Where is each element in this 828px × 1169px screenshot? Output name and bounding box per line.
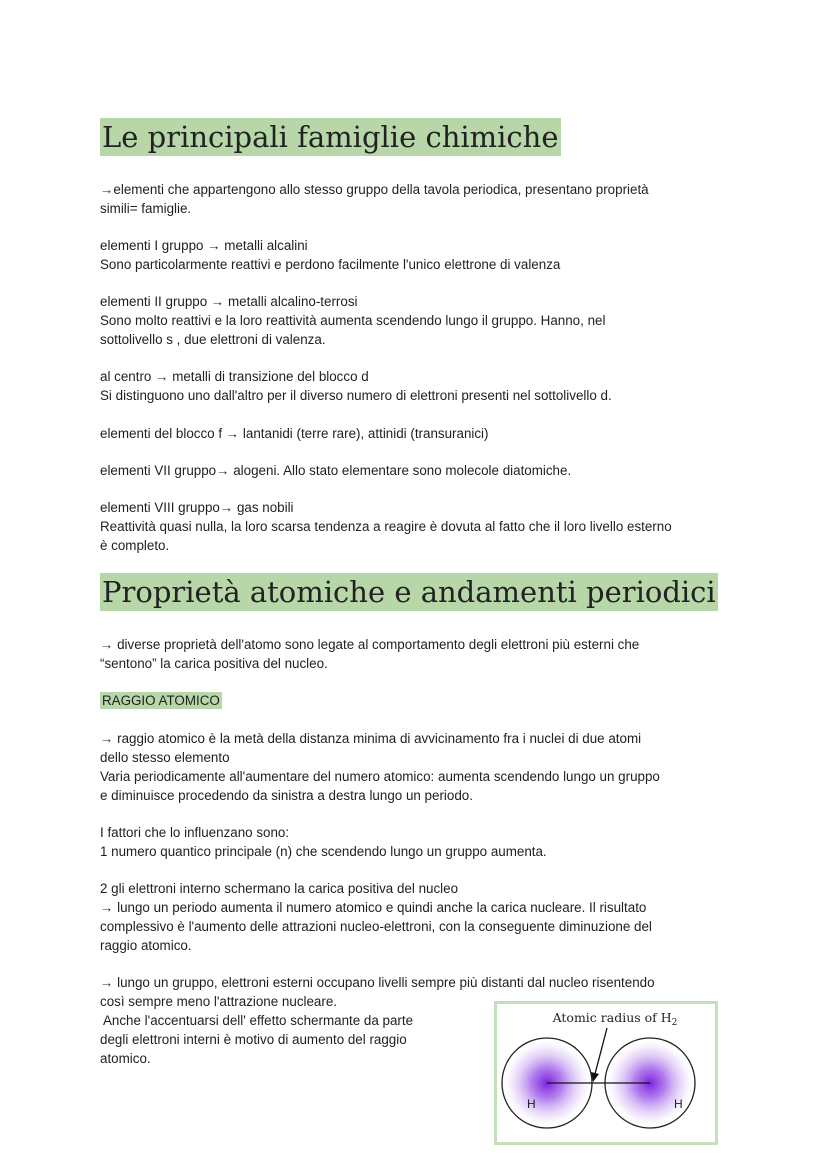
factor-2: 2 gli elettroni interno schermano la carica positiva del nucleo [100, 881, 459, 896]
text-line: simili= famiglie. [100, 201, 192, 216]
atom-label-right: H [674, 1097, 683, 1111]
text-line: Varia periodicamente all'aumentare del numero atomico: aumenta scendendo lungo un gruppo [100, 769, 660, 784]
group1-heading: elementi I gruppo → metalli alcalini [100, 238, 308, 253]
atomic-radius-subheading: RAGGIO ATOMICO [102, 693, 220, 708]
group8-heading: elementi VIII gruppo→ gas nobili [100, 500, 294, 515]
text-line: degli elettroni interni è motivo di aumento del raggio [100, 1032, 407, 1047]
shielding-block [100, 1011, 470, 1068]
text-line: raggio atomico. [100, 938, 192, 953]
families-intro [100, 180, 730, 218]
text-line: → raggio atomico è la metà della distanza minima di avvicinamento fra i nuclei di due atomi [100, 731, 642, 746]
text-line: complessivo è l'aumento delle attrazioni nucleo-elettroni, con la conseguente diminuzione del [100, 919, 652, 934]
atomic-radius-subheading-row [100, 691, 730, 710]
text-line: → lungo un periodo aumenta il numero atomico e quindi anche la carica nucleare. Il risultato [100, 900, 647, 915]
text-line: Sono molto reattivi e la loro reattività aumenta scendendo lungo il gruppo. Hanno, nel [100, 313, 606, 328]
figure-caption: Atomic radius of $H_2$ [552, 1010, 678, 1028]
group8-block [100, 498, 730, 555]
text-line: è completo. [100, 538, 170, 553]
text-line: così sempre meno l'attrazione nucleare. [100, 994, 338, 1009]
group1-description: Sono particolarmente reattivi e perdono facilmente l'unico elettrone di valenza [100, 257, 561, 272]
text-line: “sentono” la carica positiva del nucleo. [100, 656, 328, 671]
group2-block [100, 292, 730, 349]
group2-heading: elementi II gruppo → metalli alcalino-terrosi [100, 294, 358, 309]
text-line: →elementi che appartengono allo stesso gruppo della tavola periodica, presentano proprietà [100, 182, 649, 197]
text-line: Anche l'accentuarsi dell' effetto schermante da parte [100, 1013, 414, 1028]
factor-1: 1 numero quantico principale (n) che scendendo lungo un gruppo aumenta. [100, 844, 547, 859]
properties-intro [100, 635, 730, 673]
transition-heading: al centro → metalli di transizione del blocco d [100, 369, 369, 384]
atomic-radius-figure [494, 1001, 718, 1145]
atom-label-left: H [527, 1097, 536, 1111]
group7-line: elementi VII gruppo→ alogeni. Allo stato elementare sono molecole diatomiche. [100, 463, 572, 478]
section-title-families: Le principali famiglie chimiche [102, 120, 559, 154]
text-line: Reattività quasi nulla, la loro scarsa tendenza a reagire è dovuta al fatto che il loro livello esterno [100, 519, 672, 534]
text-line: dello stesso elemento [100, 750, 230, 765]
h2-molecule-diagram [497, 1004, 715, 1142]
text-line: → diverse proprietà dell'atomo sono legate al comportamento degli elettroni più esterni che [100, 637, 640, 652]
factors-heading: I fattori che lo influenzano sono: [100, 825, 290, 840]
atomic-radius-definition [100, 729, 730, 805]
text-line: e diminuisce procedendo da sinistra a destra lungo un periodo. [100, 788, 473, 803]
text-line: → lungo un gruppo, elettroni esterni occupano livelli sempre più distanti dal nucleo risentendo [100, 975, 655, 990]
group1-block [100, 236, 730, 274]
transition-block [100, 367, 730, 405]
factors-block [100, 823, 730, 861]
text-line: atomico. [100, 1051, 151, 1066]
section-title-properties: Proprietà atomiche e andamenti periodici [102, 575, 716, 609]
f-block-line: elementi del blocco f → lantanidi (terre rare), attinidi (transuranici) [100, 426, 489, 441]
text-line: sottolivello s , due elettroni di valenza. [100, 332, 326, 347]
factor2-block [100, 879, 730, 955]
transition-description: Si distinguono uno dall'altro per il diverso numero di elettroni presenti nel sottolivello d. [100, 388, 612, 403]
radius-arrow-shaft [595, 1028, 607, 1074]
